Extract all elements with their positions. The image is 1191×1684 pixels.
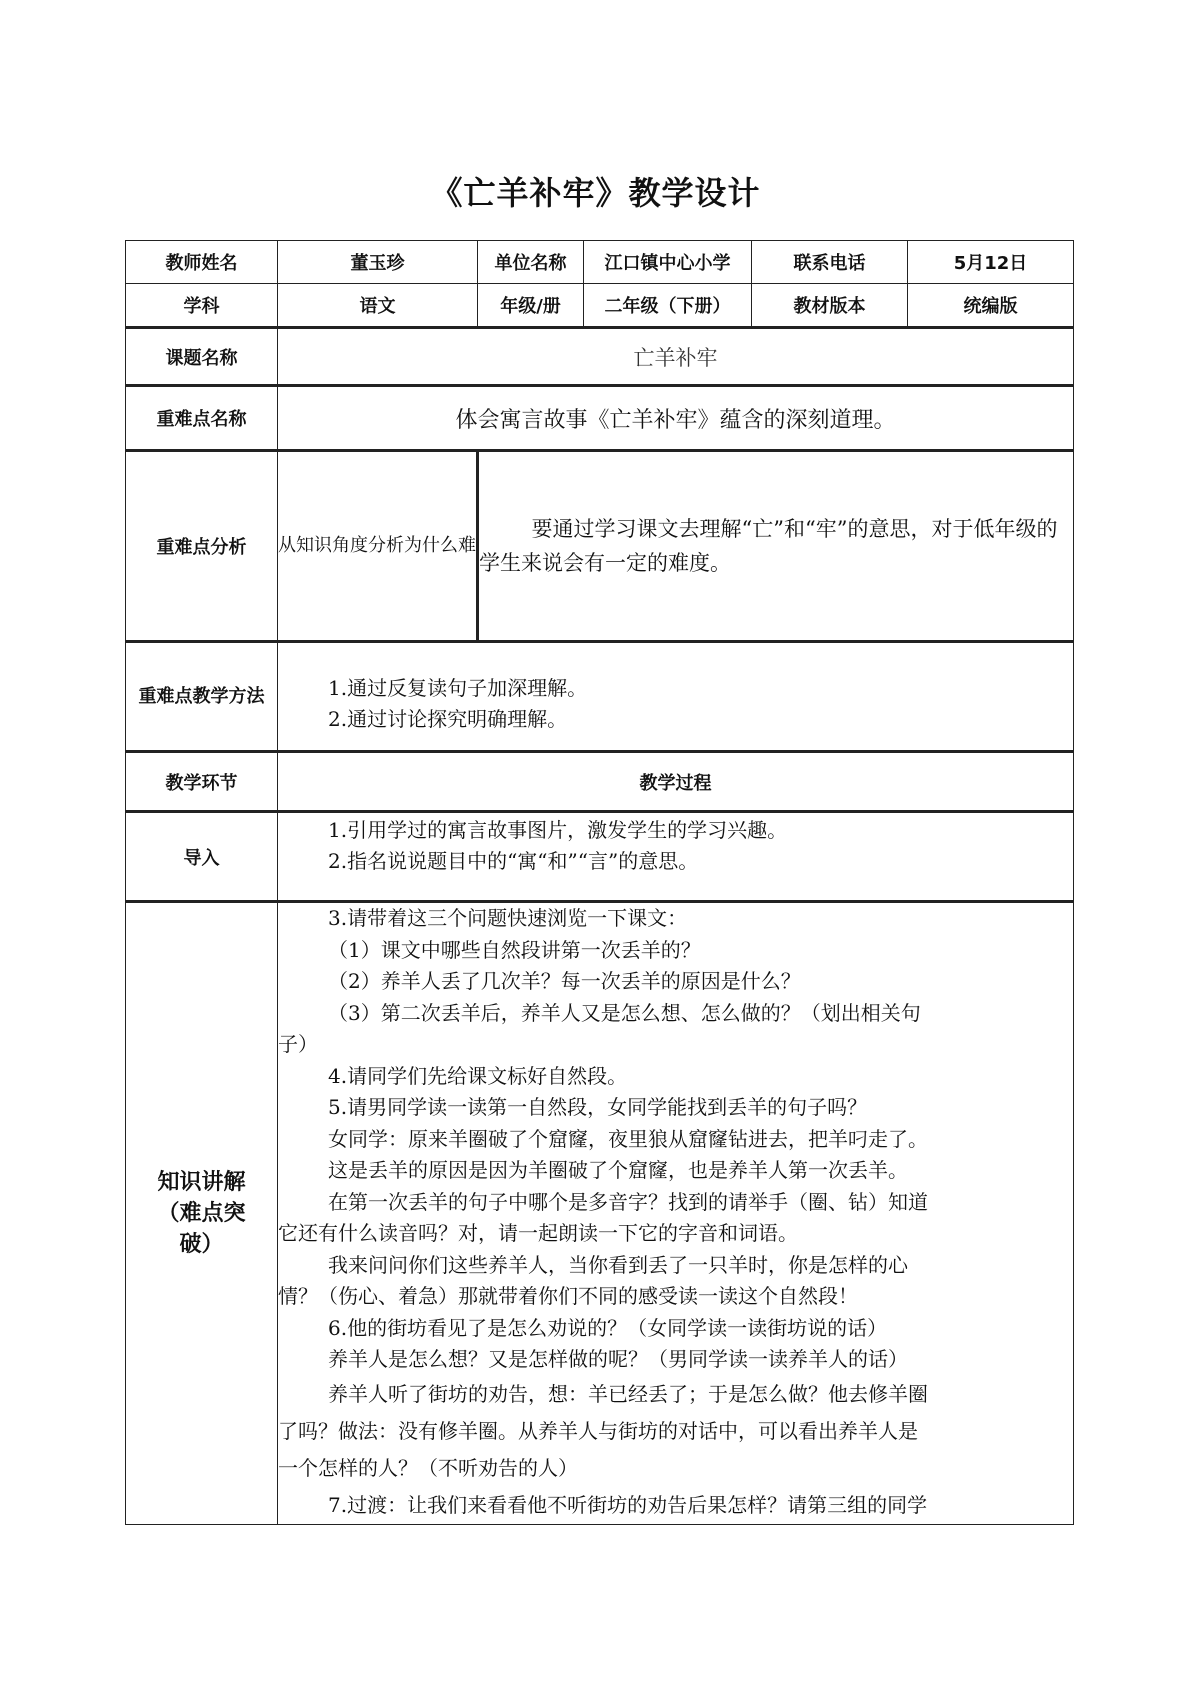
phone-value: 5月12日 [908,241,1074,284]
intro-label: 导入 [126,812,278,902]
explain-line: （3）第二次丢羊后，养羊人又是怎么想、怎么做的？（划出相关句 [328,1000,921,1025]
explain-line: 在第一次丢羊的句子中哪个是多音字？找到的请举手（圈、钻）知道 [328,1189,928,1214]
teacher-name: 董玉珍 [278,241,478,284]
explain-label: 知识讲解（难点突破） [126,902,278,1525]
explain-row [126,902,1074,1525]
analysis-row [126,451,1074,642]
focus-value: 体会寓言故事《亡羊补牢》蕴含的深刻道理。 [278,386,1074,451]
explain-line: 5.请男同学读一读第一自然段，女同学能找到丢羊的句子吗？ [328,1095,868,1119]
explain-line: 养羊人听了街坊的劝告，想：羊已经丢了；于是怎么做？他去修羊圈 [328,1381,928,1406]
intro-row [126,812,1074,902]
topic-row [126,328,1074,386]
method-lines [278,642,1074,752]
explain-line: 养羊人是怎么想？又是怎样做的呢？（男同学读一读养羊人的话） [328,1347,908,1371]
analysis-text: 要通过学习课文去理解“亡”和“牢”的意思，对于低年级的学生来说会有一定的难度。 [479,517,1058,575]
intro-lines [278,812,1074,902]
process-header: 教学过程 [278,752,1074,812]
document-title: 《亡羊补牢》教学设计 [430,174,761,212]
analysis-label: 重难点分析 [126,451,278,642]
explain-line: 了吗？做法：没有修羊圈。从养羊人与街坊的对话中，可以看出养羊人是 [278,1418,918,1443]
topic-label: 课题名称 [126,328,278,386]
topic-value: 亡羊补牢 [278,328,1074,386]
info-row-teacher [126,241,1074,284]
info-row-subject [126,284,1074,328]
explain-line: 3.请带着这三个问题快速浏览一下课文： [328,906,688,930]
explain-line: （2）养羊人丢了几次羊？每一次丢羊的原因是什么？ [328,969,801,993]
explain-line: 情？（伤心、着急）那就带着你们不同的感受读一读这个自然段！ [278,1284,858,1308]
stage-header: 教学环节 [126,752,278,812]
lesson-plan-table [125,240,1074,1525]
process-header-row [126,752,1074,812]
teacher-label: 教师姓名 [126,241,278,284]
unit-name: 江口镇中心小学 [584,241,752,284]
subject-value: 语文 [278,284,478,328]
explain-line: （1）课文中哪些自然段讲第一次丢羊的？ [328,937,701,962]
explain-line: 7.过渡：让我们来看看他不听街坊的劝告后果怎样？请第三组的同学 [328,1492,928,1517]
method-label: 重难点教学方法 [126,642,278,752]
subject-label: 学科 [126,284,278,328]
explain-line: 它还有什么读音吗？对，请一起朗读一下它的字音和词语。 [278,1221,798,1245]
analysis-text-cell [478,451,1074,642]
explain-line: 子） [278,1032,318,1056]
method-line: 1.通过反复读句子加深理解。 [328,676,588,700]
analysis-sub-label: 从知识角度分析为什么难 [278,451,478,642]
explain-line: 我来问问你们这些养羊人，当你看到丢了一只羊时，你是怎样的心 [328,1252,908,1277]
explain-body [278,902,1074,1525]
explain-line: 这是丢羊的原因是因为羊圈破了个窟窿，也是养羊人第一次丢羊。 [328,1158,908,1182]
phone-label: 联系电话 [752,241,908,284]
focus-row [126,386,1074,451]
intro-line: 2.指名说说题目中的“寓“和”“言”的意思。 [328,849,699,873]
explain-line: 女同学：原来羊圈破了个窟窿，夜里狼从窟窿钻进去，把羊叼走了。 [328,1126,928,1151]
explain-line: 4.请同学们先给课文标好自然段。 [328,1063,628,1088]
method-row [126,642,1074,752]
explain-line: 6.他的街坊看见了是怎么劝说的？（女同学读一读街坊说的话） [328,1315,888,1340]
unit-label: 单位名称 [478,241,584,284]
focus-label: 重难点名称 [126,386,278,451]
grade-label: 年级/册 [478,284,584,328]
grade-value: 二年级（下册） [584,284,752,328]
method-line: 2.通过讨论探究明确理解。 [328,707,568,731]
edition-value: 统编版 [908,284,1074,328]
edition-label: 教材版本 [752,284,908,328]
intro-line: 1.引用学过的寓言故事图片，激发学生的学习兴趣。 [328,818,788,842]
explain-line: 一个怎样的人？（不听劝告的人） [278,1455,578,1480]
